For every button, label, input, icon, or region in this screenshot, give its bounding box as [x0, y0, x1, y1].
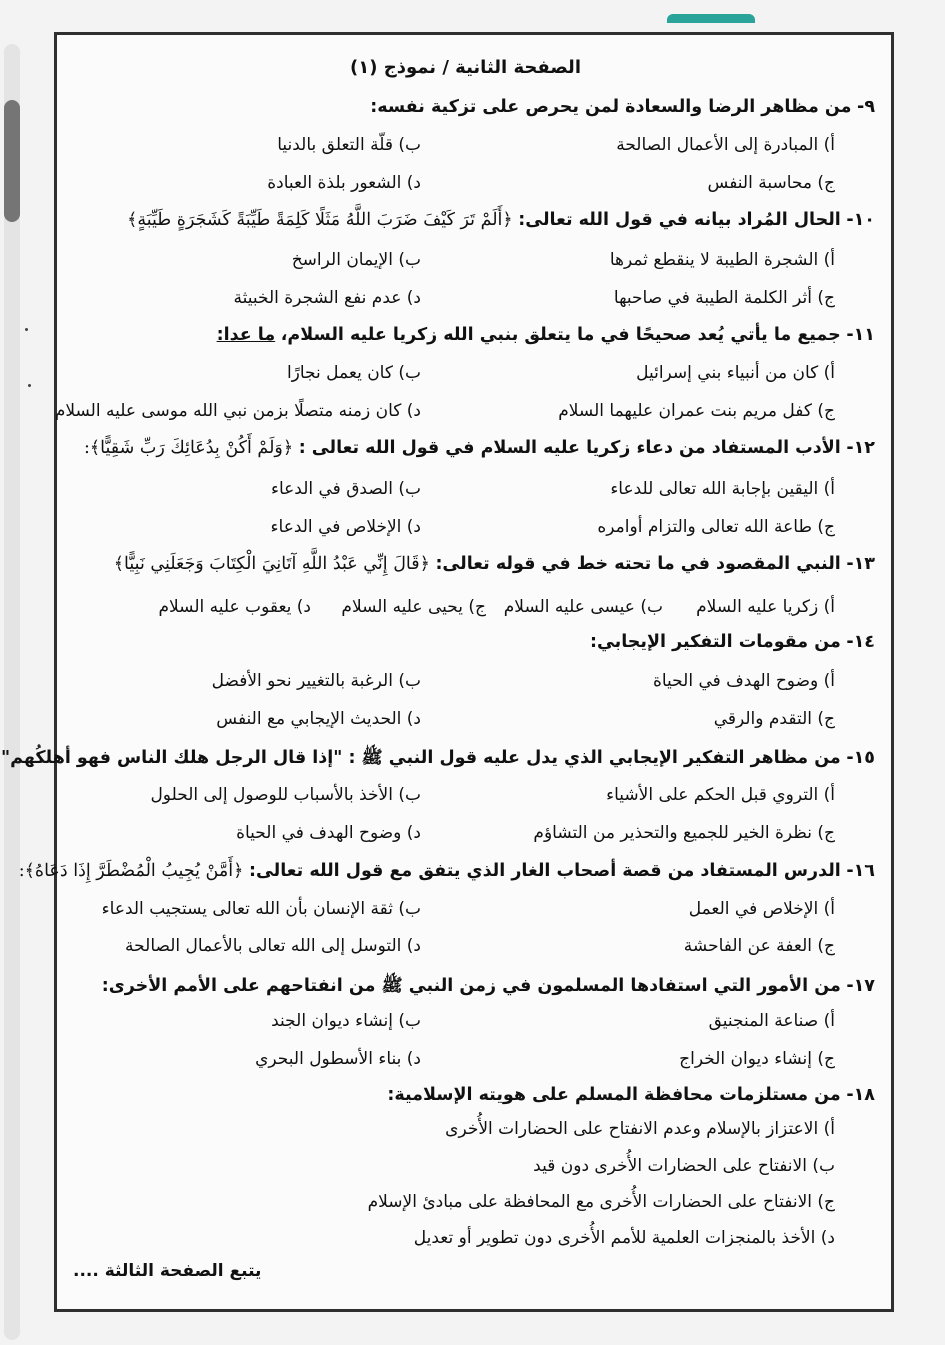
option-c[interactable]: ج) الانفتاح على الحضارات الأُخرى مع المحافظة على مبادئ الإسلام — [367, 1192, 835, 1212]
option-d[interactable]: د) الأخذ بالمنجزات العلمية للأمم الأُخرى دون تطوير أو تعديل — [413, 1228, 835, 1248]
quran-verse: ﴿أَمَّنْ يُجِيبُ الْمُضْطَرَّ إِذَا دَعَاهُ﴾: — [18, 861, 244, 881]
scrollbar-thumb[interactable] — [4, 100, 20, 222]
option-c[interactable]: ج) إنشاء ديوان الخراج — [679, 1049, 835, 1069]
question-number: ١٨- — [846, 1085, 875, 1105]
question-text: من مظاهر التفكير الإيجابي الذي يدل عليه قول النبي ﷺ : "إذا قال الرجل هلك الناس فهو أهلكُهم" — [0, 748, 841, 768]
option-a[interactable]: أ) اليقين بإجابة الله تعالى للدعاء — [610, 479, 835, 499]
option-a[interactable]: أ) الإخلاص في العمل — [688, 899, 835, 919]
question-number: ١٢- — [846, 438, 875, 458]
option-b[interactable]: ب) الرغبة بالتغيير نحو الأفضل — [211, 671, 421, 691]
option-b[interactable]: ب) عيسى عليه السلام — [503, 597, 663, 617]
option-b[interactable]: ب) الإيمان الراسخ — [291, 250, 421, 270]
top-tab-indicator — [667, 14, 755, 23]
question-text: الحال المُراد بيانه في قول الله تعالى: — [518, 210, 841, 230]
option-c[interactable]: ج) العفة عن الفاحشة — [683, 936, 835, 956]
question-number: ١٣- — [846, 554, 875, 574]
quran-verse: ﴿أَلَمْ تَرَ كَيْفَ ضَرَبَ اللَّهُ مَثَلًا كَلِمَةً طَيِّبَةً كَشَجَرَةٍ طَيِّبَةٍ﴾ — [127, 210, 513, 230]
option-a[interactable]: أ) صناعة المنجنيق — [708, 1011, 835, 1031]
question-text: من مستلزمات محافظة المسلم على هويته الإسلامية: — [387, 1085, 841, 1105]
question-text: من الأمور التي استفادها المسلمون في زمن النبي ﷺ من انفتاحهم على الأمم الأخرى: — [101, 976, 841, 996]
option-b[interactable]: ب) قلّة التعلق بالدنيا — [277, 135, 421, 155]
question-number: ١١- — [846, 325, 875, 345]
option-b[interactable]: ب) ثقة الإنسان بأن الله تعالى يستجيب الدعاء — [101, 899, 421, 919]
question-15 — [0, 746, 875, 772]
question-17 — [67, 974, 875, 1000]
exam-page — [0, 32, 894, 1312]
question-text: من مظاهر الرضا والسعادة لمن يحرص على تزكية نفسه: — [370, 97, 852, 117]
option-c[interactable]: ج) محاسبة النفس — [707, 173, 835, 193]
option-d[interactable]: د) الشعور بلذة العبادة — [267, 173, 421, 193]
option-d[interactable]: د) بناء الأسطول البحري — [255, 1049, 421, 1069]
option-d[interactable]: د) وضوح الهدف في الحياة — [236, 823, 421, 843]
question-text: الأدب المستفاد من دعاء زكريا عليه السلام في قول الله تعالى : — [298, 438, 841, 458]
question-number: ١٧- — [846, 976, 875, 996]
exception-phrase: ما عدا: — [216, 325, 276, 345]
option-c[interactable]: ج) يحيى عليه السلام — [341, 597, 486, 617]
option-a[interactable]: أ) وضوح الهدف في الحياة — [652, 671, 835, 691]
option-b[interactable]: ب) الانفتاح على الحضارات الأُخرى دون قيد — [533, 1156, 835, 1176]
option-d[interactable]: د) كان زمنه متصلًا بزمن نبي الله موسى عليه السلام — [54, 401, 421, 421]
page-title: الصفحة الثانية / نموذج (١) — [350, 57, 581, 78]
question-16 — [18, 861, 875, 881]
question-text: الدرس المستفاد من قصة أصحاب الغار الذي يتفق مع قول الله تعالى: — [248, 861, 841, 881]
continue-note: يتبع الصفحة الثالثة .... — [73, 1261, 262, 1281]
option-c[interactable]: ج) نظرة الخير للجميع والتحذير من التشاؤم — [533, 823, 835, 843]
option-d[interactable]: د) يعقوب عليه السلام — [158, 597, 311, 617]
option-c[interactable]: ج) التقدم والرقي — [713, 709, 835, 729]
question-14 — [67, 632, 875, 652]
option-d[interactable]: د) التوسل إلى الله تعالى بالأعمال الصالحة — [125, 936, 421, 956]
option-b[interactable]: ب) إنشاء ديوان الجند — [271, 1011, 421, 1031]
option-b[interactable]: ب) الصدق في الدعاء — [270, 479, 421, 499]
question-10 — [67, 210, 875, 230]
option-c[interactable]: ج) كفل مريم بنت عمران عليهما السلام — [558, 401, 835, 421]
option-c[interactable]: ج) طاعة الله تعالى والتزام أوامره — [597, 517, 835, 537]
question-11 — [67, 325, 875, 345]
option-b[interactable]: ب) الأخذ بالأسباب للوصول إلى الحلول — [150, 785, 421, 805]
option-a[interactable]: أ) المبادرة إلى الأعمال الصالحة — [616, 135, 835, 155]
question-text: النبي المقصود في ما تحته خط في قوله تعالى: — [435, 554, 841, 574]
option-a[interactable]: أ) التروي قبل الحكم على الأشياء — [606, 785, 835, 805]
option-a[interactable]: أ) الشجرة الطيبة لا ينقطع ثمرها — [609, 250, 835, 270]
question-text: من مقومات التفكير الإيجابي: — [589, 632, 841, 652]
question-number: ١٠- — [846, 210, 875, 230]
question-12 — [67, 438, 875, 458]
option-a[interactable]: أ) الاعتزاز بالإسلام وعدم الانفتاح على الحضارات الأُخرى — [445, 1119, 835, 1139]
margin-dot — [28, 384, 31, 387]
question-number: ٩- — [857, 97, 875, 117]
quran-verse: ﴿وَلَمْ أَكُنْ بِدُعَائِكَ رَبِّ شَقِيًّا﴾: — [84, 438, 294, 458]
question-13 — [67, 554, 875, 574]
margin-dot — [25, 328, 28, 331]
quran-verse: ﴿قَالَ إِنِّي عَبْدُ اللَّهِ آتَانِيَ الْكِتَابَ وَجَعَلَنِي نَبِيًّا﴾ — [113, 554, 430, 574]
scrollbar-track[interactable] — [4, 44, 20, 1340]
option-d[interactable]: د) عدم نفع الشجرة الخبيثة — [233, 288, 421, 308]
option-b[interactable]: ب) كان يعمل نجارًا — [286, 363, 421, 383]
option-a[interactable]: أ) زكريا عليه السلام — [696, 597, 835, 617]
question-number: ١٤- — [846, 632, 875, 652]
option-d[interactable]: د) الإخلاص في الدعاء — [270, 517, 421, 537]
option-d[interactable]: د) الحديث الإيجابي مع النفس — [216, 709, 421, 729]
question-number: ١٥- — [846, 748, 875, 768]
option-a[interactable]: أ) كان من أنبياء بني إسرائيل — [636, 363, 835, 383]
option-c[interactable]: ج) أثر الكلمة الطيبة في صاحبها — [613, 288, 835, 308]
question-9 — [67, 97, 875, 117]
question-text: جميع ما يأتي يُعد صحيحًا في ما يتعلق بنبي الله زكريا عليه السلام، — [280, 325, 841, 345]
question-number: ١٦- — [846, 861, 875, 881]
question-18 — [67, 1085, 875, 1105]
